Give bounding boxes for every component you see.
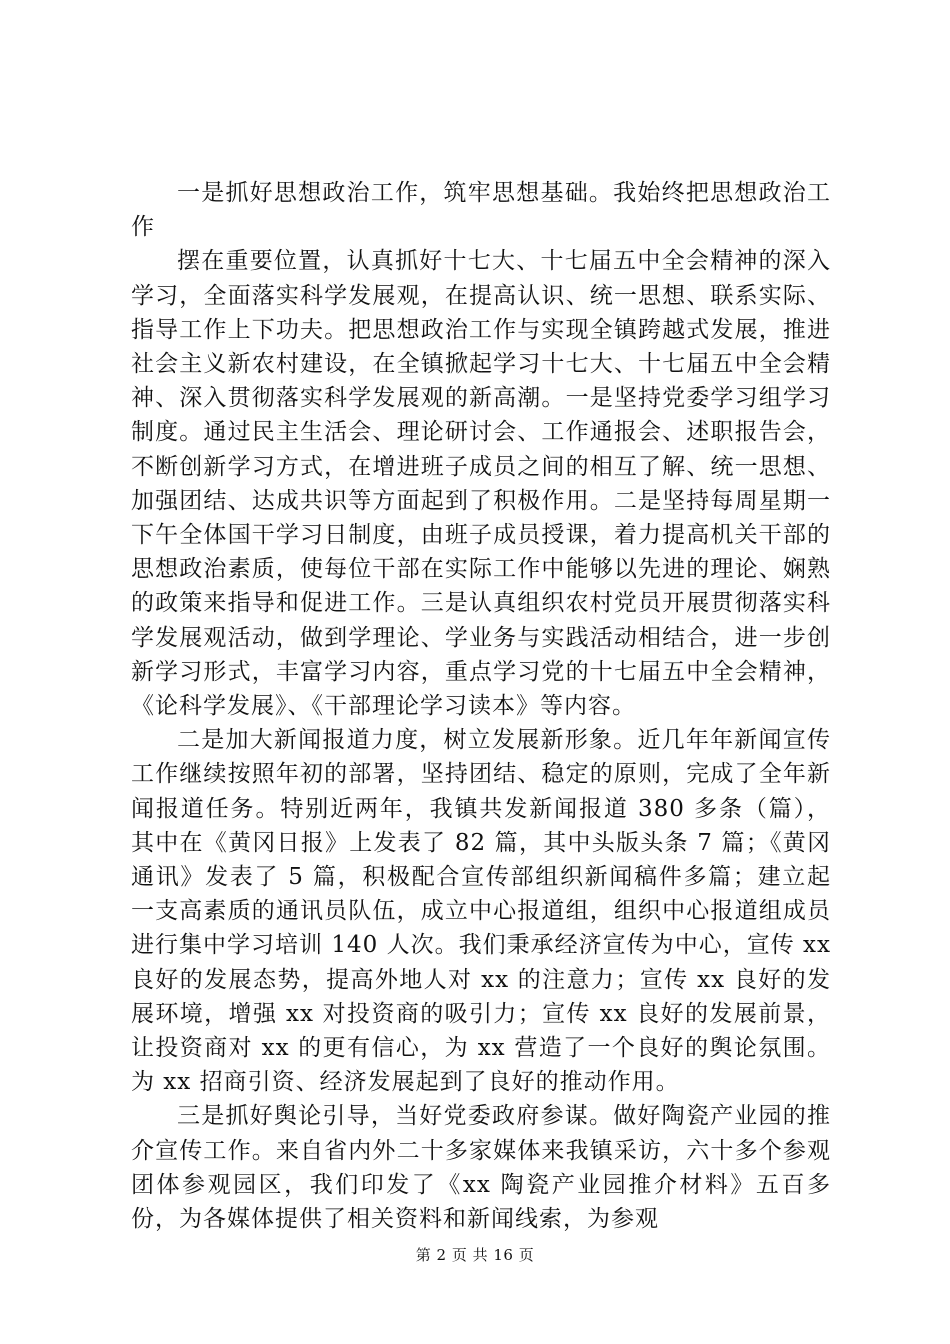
paragraph-4: 三是抓好舆论引导，当好党委政府参谋。做好陶瓷产业园的推介宣传工作。来自省内外二十多家媒体来我镇采访，六十多个参观团体参观园区，我们印发了《xx 陶瓷产业园推介材料》五百多份，为各媒体提供了相关资料和新闻线索，为参观 [131, 1103, 831, 1233]
paragraph-2: 摆在重要位置，认真抓好十七大、十七届五中全会精神的深入学习，全面落实科学发展观，在提高认识、统一思想、联系实际、指导工作上下功夫。把思想政治工作与实现全镇跨越式发展，推进社会主义新农村建设，在全镇掀起学习十七大、十七届五中全会精神、深入贯彻落实科学发展观的新高潮。一是坚持党委学习组学习制度。通过民主生活会、理论研讨会、工作通报会、述职报告会，不断创新学习方式，在增进班子成员之间的相互了解、统一思想、加强团结、达成共识等方面起到了积极作用。二是坚持每周星期一下午全体国干学习日制度，由班子成员授课，着力提高机关干部的思想政治素质，使每位干部在实际工作中能够以先进的理论、娴熟的政策来指导和促进工作。三是认真组织农村党员开展贯彻落实科学发展观活动，做到学理论、学业务与实践活动相结合，进一步创新学习形式，丰富学习内容，重点学习党的十七届五中全会精神，《论科学发展》、《干部理论学习读本》等内容。 [131, 248, 831, 720]
paragraph-3: 二是加大新闻报道力度，树立发展新形象。近几年年新闻宣传工作继续按照年初的部署，坚持团结、稳定的原则，完成了全年新闻报道任务。特别近两年，我镇共发新闻报道 380 多条（篇），其中在《黄冈日报》上发表了 82 篇，其中头版头条 7 篇；《黄冈通讯》发表了 5 篇，积极配合宣传部组织新闻稿件多篇；建立起一支高素质的通讯员队伍，成立中心报道组，组织中心报道组成员进行集中学习培训 140 人次。我们秉承经济宣传为中心，宣传 xx 良好的发展态势，提高外地人对 xx 的注意力；宣传 xx 良好的发展环境，增强 xx 对投资商的吸引力；宣传 xx 良好的发展前景，让投资商对 xx 的更有信心，为 xx 营造了一个良好的舆论氛围。为 xx 招商引资、经济发展起到了良好的推动作用。 [131, 727, 831, 1096]
paragraph-1: 一是抓好思想政治工作，筑牢思想基础。我始终把思想政治工作 [131, 180, 831, 241]
document-body [131, 176, 831, 1236]
page-footer: 第 2 页 共 16 页 [415, 1246, 535, 1264]
